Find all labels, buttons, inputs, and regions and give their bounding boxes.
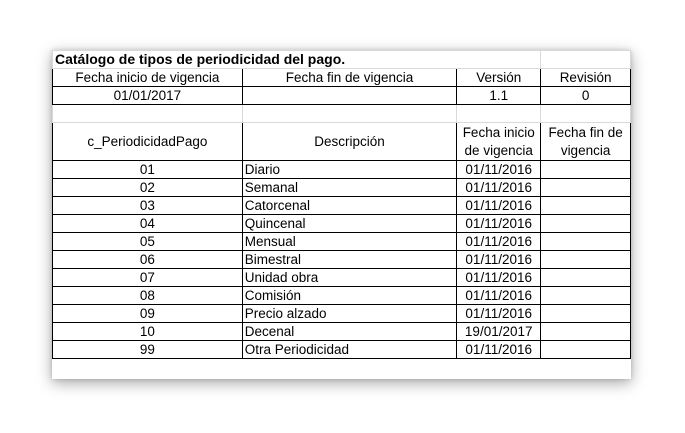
cell-start-date[interactable]: 01/11/2016	[457, 161, 541, 179]
table-row	[53, 251, 631, 269]
table-row	[53, 161, 631, 179]
cell-code[interactable]: 05	[53, 233, 243, 251]
cell-description[interactable]: Comisión	[242, 287, 457, 305]
cell-description[interactable]: Decenal	[242, 323, 457, 341]
catalog-sheet	[52, 50, 631, 359]
header-description[interactable]: Descripción	[242, 123, 457, 161]
meta-value-fecha-fin[interactable]	[242, 87, 457, 105]
table-header-row	[53, 123, 631, 161]
header-start-date[interactable]: Fecha inicio de vigencia	[457, 123, 541, 161]
table-row	[53, 215, 631, 233]
meta-header-version[interactable]: Versión	[457, 69, 541, 87]
meta-value-revision[interactable]: 0	[541, 87, 631, 105]
cell-end-date[interactable]	[541, 323, 631, 341]
cell-end-date[interactable]	[541, 269, 631, 287]
cell-end-date[interactable]	[541, 305, 631, 323]
cell-code[interactable]: 01	[53, 161, 243, 179]
meta-value-row	[53, 87, 631, 105]
table-row	[53, 305, 631, 323]
cell-start-date[interactable]: 01/11/2016	[457, 233, 541, 251]
cell-code[interactable]: 99	[53, 341, 243, 359]
cell-description[interactable]: Precio alzado	[242, 305, 457, 323]
cell-description[interactable]: Unidad obra	[242, 269, 457, 287]
spreadsheet-card	[52, 50, 631, 379]
cell-end-date[interactable]	[541, 161, 631, 179]
table-row	[53, 341, 631, 359]
table-row	[53, 287, 631, 305]
empty-cell[interactable]	[53, 105, 243, 123]
cell-code[interactable]: 10	[53, 323, 243, 341]
table-row	[53, 233, 631, 251]
cell-start-date[interactable]: 01/11/2016	[457, 341, 541, 359]
cell-start-date[interactable]: 01/11/2016	[457, 269, 541, 287]
cell-code[interactable]: 04	[53, 215, 243, 233]
cell-end-date[interactable]	[541, 233, 631, 251]
cell-description[interactable]: Mensual	[242, 233, 457, 251]
cell-description[interactable]: Diario	[242, 161, 457, 179]
cell-description[interactable]: Quincenal	[242, 215, 457, 233]
cell-code[interactable]: 06	[53, 251, 243, 269]
cell-end-date[interactable]	[541, 197, 631, 215]
meta-value-version[interactable]: 1.1	[457, 87, 541, 105]
cell-start-date[interactable]: 01/11/2016	[457, 305, 541, 323]
table-row	[53, 179, 631, 197]
cell-code[interactable]: 09	[53, 305, 243, 323]
title-row	[53, 51, 631, 69]
meta-header-fecha-inicio[interactable]: Fecha inicio de vigencia	[53, 69, 243, 87]
meta-header-row	[53, 69, 631, 87]
table-row	[53, 269, 631, 287]
header-code[interactable]: c_PeriodicidadPago	[53, 123, 243, 161]
cell-code[interactable]: 02	[53, 179, 243, 197]
meta-header-revision[interactable]: Revisión	[541, 69, 631, 87]
cell-description[interactable]: Bimestral	[242, 251, 457, 269]
cell-start-date[interactable]: 01/11/2016	[457, 179, 541, 197]
cell-start-date[interactable]: 01/11/2016	[457, 215, 541, 233]
cell-end-date[interactable]	[541, 215, 631, 233]
header-end-date[interactable]: Fecha fin de vigencia	[541, 123, 631, 161]
cell-code[interactable]: 07	[53, 269, 243, 287]
cell-code[interactable]: 08	[53, 287, 243, 305]
cell-description[interactable]: Catorcenal	[242, 197, 457, 215]
empty-cell[interactable]	[242, 105, 457, 123]
cell-start-date[interactable]: 01/11/2016	[457, 287, 541, 305]
cell-end-date[interactable]	[541, 341, 631, 359]
meta-header-fecha-fin[interactable]: Fecha fin de vigencia	[242, 69, 457, 87]
spacer-row	[53, 105, 631, 123]
cell-description[interactable]: Semanal	[242, 179, 457, 197]
cell-end-date[interactable]	[541, 251, 631, 269]
empty-cell[interactable]	[541, 105, 631, 123]
cell-end-date[interactable]	[541, 179, 631, 197]
empty-cell[interactable]	[541, 51, 631, 69]
cell-description[interactable]: Otra Periodicidad	[242, 341, 457, 359]
table-row	[53, 197, 631, 215]
cell-start-date[interactable]: 01/11/2016	[457, 197, 541, 215]
meta-value-fecha-inicio[interactable]: 01/01/2017	[53, 87, 243, 105]
cell-code[interactable]: 03	[53, 197, 243, 215]
sheet-title[interactable]: Catálogo de tipos de periodicidad del pago.	[53, 51, 541, 69]
empty-cell[interactable]	[457, 105, 541, 123]
cell-start-date[interactable]: 19/01/2017	[457, 323, 541, 341]
table-row	[53, 323, 631, 341]
data-rows	[53, 161, 631, 359]
cell-end-date[interactable]	[541, 287, 631, 305]
cell-start-date[interactable]: 01/11/2016	[457, 251, 541, 269]
